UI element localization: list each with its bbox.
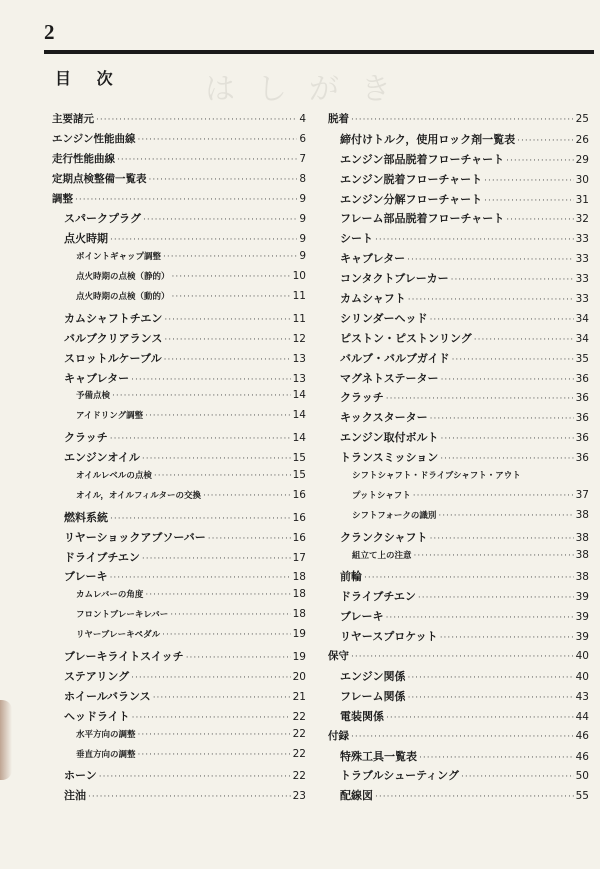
toc-entry-title: シート [340,232,373,246]
toc-entry [52,708,306,728]
toc-entry-page: 38 [575,571,589,584]
toc-leader-dots [414,551,574,561]
toc-entry [328,310,589,330]
toc-entry [328,767,589,787]
toc-entry [52,767,306,787]
toc-leader-dots [203,491,291,501]
toc-entry [328,568,589,588]
toc-leader-dots [386,394,574,404]
toc-entry [328,429,589,449]
toc-leader-dots [186,653,291,663]
toc-leader-dots [386,613,574,623]
toc-leader-dots [96,115,297,125]
toc-leader-dots [164,355,291,365]
toc-title: 目 次 [55,69,123,88]
toc-entry-title: ブレーキライトスイッチ [64,650,184,664]
toc-entry [52,608,306,628]
toc-entry-page: 39 [575,631,589,644]
toc-entry-title: エンジン分解フローチャート [340,192,483,206]
toc-leader-dots [110,235,297,245]
toc-entry [52,449,306,469]
toc-entry [52,389,306,409]
toc-entry-page: 19 [292,651,306,664]
toc-entry [52,668,306,688]
toc-entry [328,290,589,310]
toc-leader-dots [413,491,574,501]
toc-entry-title: クラッチ [64,431,108,445]
toc-leader-dots [75,195,297,205]
toc-leader-dots [163,252,297,262]
toc-leader-dots [364,573,574,583]
toc-entry [328,628,589,648]
toc-leader-dots [142,554,291,564]
toc-entry [328,787,589,807]
toc-leader-dots [484,196,574,206]
toc-entry-page: 12 [292,332,306,345]
toc-entry-title: リヤーショックアブソーバー [64,530,206,544]
toc-leader-dots [517,136,574,146]
toc-leader-dots [407,673,573,683]
toc-leader-dots [506,156,574,166]
toc-entry-page: 39 [575,611,589,624]
toc-leader-dots [131,673,291,683]
toc-entry-page: 32 [575,213,589,226]
toc-leader-dots [162,630,291,640]
toc-leader-dots [138,750,291,760]
toc-entry-page: 50 [575,770,589,783]
toc-entry [52,489,306,509]
toc-leader-dots [153,693,291,703]
toc-right-column [328,111,589,807]
toc-entry [328,608,589,628]
toc-leader-dots [142,454,291,464]
toc-entry-title: ホイールバランス [64,689,151,703]
toc-leader-dots [143,215,297,225]
toc-entry-page: 22 [292,727,306,740]
toc-entry-title: フレーム関係 [340,689,406,703]
toc-entry-title: 垂直方向の調整 [76,749,136,760]
toc-entry-page: 43 [575,690,589,703]
toc-entry [52,131,306,151]
toc-entry-page: 29 [575,153,589,166]
toc-entry [52,568,306,588]
toc-leader-dots [430,315,574,325]
toc-entry-page: 36 [575,372,589,385]
toc-entry-page: 18 [292,571,306,584]
toc-entry-title: フロントブレーキレバー [76,610,169,621]
toc-entry [52,230,306,250]
toc-entry-title: オイル，オイルフィルターの交換 [76,490,201,501]
toc-entry-page: 33 [575,233,589,246]
toc-entry-title: ポイントギャップ調整 [76,252,162,263]
toc-entry [52,648,306,668]
toc-entry-title: 締付けトルク，使用ロック剤一覧表 [340,132,516,146]
toc-leader-dots [149,175,298,185]
toc-entry-title: カムシャフト [340,292,406,306]
toc-entry-page: 22 [292,747,306,760]
toc-leader-dots [408,295,574,305]
toc-entry [52,350,306,370]
toc-entry-page: 11 [292,312,306,325]
toc-entry-title: リヤーブレーキペダル [76,630,161,641]
toc-entry-title: トラブルシューティング [340,769,459,783]
toc-leader-dots [172,272,291,282]
toc-entry-page: 39 [575,591,589,604]
toc-entry [52,429,306,449]
toc-entry-page: 20 [292,670,306,683]
toc-leader-dots [430,414,574,424]
toc-entry-page: 17 [292,551,306,564]
toc-entry-title: 特殊工具一覧表 [340,749,417,763]
toc-entry-page: 38 [575,548,589,561]
toc-entry-title: リヤースプロケット [340,630,438,644]
toc-leader-dots [208,534,291,544]
toc-entry [52,588,306,608]
toc-entry-page: 26 [575,133,589,146]
toc-leader-dots [145,590,290,600]
toc-entry [52,210,306,230]
toc-entry-page: 36 [575,392,589,405]
toc-entry-page: 8 [299,172,306,185]
toc-entry-page: 46 [575,729,589,742]
toc-entry-page: 34 [575,332,589,345]
page-number: 2 [44,20,55,44]
toc-leader-dots [99,772,291,782]
toc-leader-dots [117,155,297,165]
toc-entry-page: 22 [292,710,306,723]
page-edge-shadow [0,700,12,780]
toc-entry [328,111,589,131]
toc-entry-title: 付録 [328,729,349,742]
toc-entry-title: キャブレター [64,371,130,385]
toc-entry-title: アイドリング調整 [76,411,144,422]
toc-entry-title: クラッチ [340,391,384,405]
toc-leader-dots [452,355,574,365]
toc-entry-title: 組立て上の注意 [352,550,412,561]
toc-entry [328,370,589,390]
toc-entry [328,171,589,191]
toc-entry-page: 31 [575,193,589,206]
toc-entry-title: 点火時期 [64,232,108,246]
toc-entry-title: クランクシャフト [340,530,428,544]
toc-entry-title: キックスターター [340,411,428,425]
toc-entry-page: 16 [292,511,306,524]
toc-entry [328,489,589,509]
toc-entry-title: スロットルケーブル [64,351,162,365]
toc-leader-dots [419,753,574,763]
toc-entry-page: 4 [299,113,306,125]
toc-entry-page: 40 [575,670,589,683]
toc-leader-dots [375,235,574,245]
toc-entry-page: 40 [575,650,589,663]
toc-entry [328,350,589,370]
toc-entry [328,250,589,270]
toc-entry-title: ピストン・ピストンリング [340,331,472,345]
toc-entry-page: 11 [292,290,306,303]
toc-entry-page: 36 [575,432,589,445]
toc-entry-page: 33 [575,253,589,266]
toc-leader-dots [112,391,291,401]
toc-entry-page: 30 [575,173,589,186]
toc-entry-title: エンジン関係 [340,669,406,683]
toc-entry [328,210,589,230]
toc-entry [328,708,589,728]
toc-leader-dots [474,335,574,345]
toc-entry-title: 前輪 [340,570,362,584]
toc-entry-page: 55 [575,790,589,803]
toc-leader-dots [440,454,573,464]
toc-leader-dots [164,335,290,345]
toc-leader-dots [138,730,291,740]
toc-entry-title: 主要諸元 [52,113,94,125]
toc-leader-dots [170,610,290,620]
toc-entry-page: 36 [575,412,589,425]
toc-entry-title: ステアリング [64,669,130,683]
toc-leader-dots [461,772,574,782]
toc-entry-title: ホーン [64,769,97,783]
toc-entry-page: 33 [575,293,589,306]
toc-entry-page: 18 [292,588,306,601]
toc-leader-dots [172,292,291,302]
header-rule [44,50,594,54]
toc-entry-title: オイルレベルの点検 [76,471,152,482]
toc-entry-title: エンジンオイル [64,451,140,465]
toc-leader-dots [164,315,290,325]
toc-entry-title: 注油 [64,789,86,803]
toc-entry-title: エンジン脱着フローチャート [340,172,483,186]
toc-leader-dots [418,593,574,603]
toc-leader-dots [484,176,574,186]
toc-leader-dots [131,375,291,385]
toc-entry-title: コンタクトブレーカー [340,272,449,286]
toc-entry-title: プットシャフト [352,490,411,501]
toc-entry-title: フレーム部品脱着フローチャート [340,212,505,226]
toc-entry [328,549,589,569]
toc-entry-page: 9 [299,192,306,205]
toc-entry [52,728,306,748]
toc-entry [52,151,306,171]
toc-entry-title: ドライブチエン [64,550,140,564]
toc-entry [328,648,589,668]
toc-entry-title: 調整 [52,192,73,205]
toc-left-column [52,111,306,807]
toc-entry-title: トランスミッション [340,451,439,465]
toc-entry-title: 点火時期の点検（動的） [76,292,170,303]
toc-leader-dots [351,732,574,742]
toc-leader-dots [351,652,574,662]
toc-entry [328,330,589,350]
toc-entry-page: 18 [292,608,306,621]
toc-leader-dots [132,713,291,723]
toc-entry-page: 38 [575,508,589,521]
toc-leader-dots [451,275,574,285]
toc-entry-page: 9 [299,233,306,246]
toc-leader-dots [506,215,573,225]
toc-entry-page: 23 [292,790,306,803]
toc-entry-title: スパークプラグ [64,212,141,226]
toc-leader-dots [441,375,574,385]
toc-entry-title: 配線図 [340,789,373,803]
toc-entry-title: エンジン性能曲線 [52,132,136,145]
toc-leader-dots [440,633,574,643]
toc-entry-page: 35 [575,352,589,365]
toc-entry-page: 14 [292,432,306,445]
toc-entry [52,191,306,211]
toc-entry [52,409,306,429]
toc-entry [52,748,306,768]
toc-entry-page: 7 [299,152,306,165]
toc-leader-dots [351,115,574,125]
toc-leader-dots [375,792,574,802]
toc-leader-dots [407,255,574,265]
toc-entry-title: シリンダーヘッド [340,311,428,325]
toc-entry-title: 水平方向の調整 [76,729,136,740]
toc-entry [328,588,589,608]
toc-entry [52,529,306,549]
toc-entry [52,469,306,489]
toc-entry-page: 14 [292,389,306,402]
toc-entry [52,250,306,270]
toc-entry-page: 44 [575,710,589,723]
toc-entry [52,628,306,648]
toc-entry [328,409,589,429]
toc-entry [52,270,306,290]
toc-leader-dots [145,411,291,421]
bleed-through-watermark: はしがき [205,72,413,107]
toc-entry [328,748,589,768]
toc-entry-title: シフトシャフト・ドライブシャフト・アウト [352,471,521,482]
toc-entry-page: 36 [575,452,589,465]
toc-entry-title: 定期点検整備一覧表 [52,172,147,185]
toc-entry-page: 13 [292,372,306,385]
toc-entry [328,270,589,290]
toc-entry-page: 21 [292,690,306,703]
toc-entry [52,370,306,390]
toc-entry [52,688,306,708]
toc-entry-title: ブレーキ [340,610,384,624]
toc-leader-dots [438,511,573,521]
toc-entry-page: 34 [575,312,589,325]
toc-entry [328,688,589,708]
toc-entry-page: 9 [299,250,306,263]
toc-entry-title: カムレバーの角度 [76,590,144,601]
toc-entry-title: ドライブチエン [340,590,416,604]
toc-entry-page: 9 [299,213,306,226]
toc-entry [328,191,589,211]
toc-entry-page: 15 [292,469,306,482]
toc-entry-title: カムシャフトチエン [64,311,163,325]
toc-entry [52,171,306,191]
toc-entry-title: 点火時期の点検（静的） [76,272,170,283]
toc-entry-title: キャブレター [340,252,406,266]
toc-entry-title: マグネトステーター [340,371,439,385]
toc-leader-dots [110,514,291,524]
toc-entry [52,549,306,569]
toc-entry-title: シフトフォークの識別 [352,510,437,521]
toc-entry-page: 38 [575,531,589,544]
toc-entry [328,509,589,529]
toc-entry-title: ブレーキ [64,570,108,584]
toc-entry-page: 22 [292,770,306,783]
toc-leader-dots [110,573,291,583]
toc-leader-dots [408,693,574,703]
toc-entry [52,290,306,310]
toc-leader-dots [88,792,291,802]
toc-entry-title: 電装関係 [340,709,384,723]
toc-entry-title: 脱着 [328,113,349,125]
toc-entry-page: 33 [575,273,589,286]
toc-entry-page: 19 [292,628,306,641]
toc-entry-page: 15 [292,452,306,465]
toc-entry-page: 37 [575,488,589,501]
toc-entry-page: 16 [292,488,306,501]
toc-entry [328,668,589,688]
toc-entry [328,469,589,489]
toc-entry-title: バルブクリアランス [64,331,163,345]
toc-entry [328,151,589,171]
toc-entry [52,310,306,330]
toc-entry-page: 10 [292,270,306,283]
toc-entry-title: バルブ・バルブガイド [340,351,450,365]
toc-leader-dots [430,534,574,544]
toc-entry-page: 46 [575,750,589,763]
toc-entry-title: 保守 [328,650,349,663]
toc-entry [52,111,306,131]
toc-entry [52,509,306,529]
toc-entry [328,389,589,409]
toc-leader-dots [440,434,573,444]
toc-entry-title: 燃料系統 [64,510,108,524]
toc-entry [328,449,589,469]
toc-leader-dots [154,471,291,481]
toc-entry-page: 16 [292,531,306,544]
toc-entry-page: 13 [292,352,306,365]
toc-entry [328,230,589,250]
toc-entry-page: 14 [292,409,306,422]
toc-leader-dots [110,434,291,444]
toc-entry-title: 予備点検 [76,391,111,402]
toc-entry-page: 6 [299,132,306,145]
toc-leader-dots [386,713,574,723]
toc-leader-dots [137,135,297,145]
toc-entry [52,787,306,807]
toc-entry [328,728,589,748]
toc-entry-page: 25 [575,113,589,125]
toc-entry-title: 走行性能曲線 [52,152,115,165]
toc-entry [328,529,589,549]
toc-entry-title: エンジン取付ボルト [340,431,439,445]
toc-entry-title: ヘッドライト [64,709,130,723]
toc-entry [328,131,589,151]
toc-entry [52,330,306,350]
toc-entry-title: エンジン部品脱着フローチャート [340,152,505,166]
